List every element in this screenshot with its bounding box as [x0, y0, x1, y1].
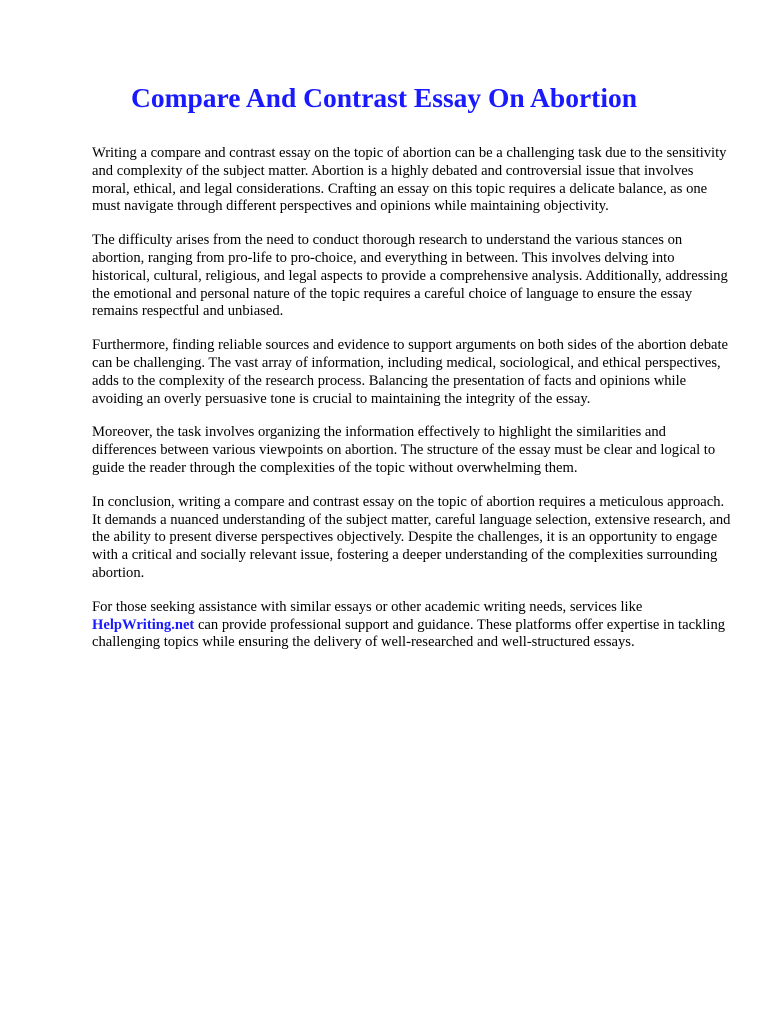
paragraph-6-rest: can provide professional support and guidance. These platforms offer expertise in tackling challenging topics while ensuring the delivery of well-researched and well-structured essays. [92, 616, 726, 651]
paragraph-6 [92, 599, 732, 652]
paragraph-6-intro: For those seeking assistance with similar essays or other academic writing needs, services like [92, 598, 643, 615]
essay-body [92, 145, 732, 668]
helpwriting-link[interactable]: HelpWriting.net [92, 616, 195, 633]
paragraph-4: Moreover, the task involves organizing the information effectively to highlight the similarities and differences between various viewpoints on abortion. The structure of the essay must be clear and logical to guide the reader through the complexities of the topic without overwhelming them. [92, 424, 716, 476]
page-title: Compare And Contrast Essay On Abortion [130, 82, 638, 113]
paragraph-1: Writing a compare and contrast essay on the topic of abortion can be a challenging task due to the sensitivity and complexity of the subject matter. Abortion is a highly debated and controversial issue that involves moral, ethical, and legal considerations. Crafting an essay on this topic requires a delicate balance, as one must navigate through different perspectives and opinions while maintaining objectivity. [92, 145, 727, 215]
paragraph-3: Furthermore, finding reliable sources and evidence to support arguments on both sides of the abortion debate can be challenging. The vast array of information, including medical, sociological, and ethical perspectives, adds to the complexity of the research process. Balancing the presentation of facts and opinions while avoiding an overly persuasive tone is crucial to maintaining the integrity of the essay. [92, 337, 729, 407]
paragraph-2: The difficulty arises from the need to conduct thorough research to understand the various stances on abortion, ranging from pro-life to pro-choice, and everything in between. This involves delving into historical, cultural, religious, and legal aspects to provide a comprehensive analysis. Additionally, addressing the emotional and personal nature of the topic requires a careful choice of language to ensure the essay remains respectful and unbiased. [92, 232, 728, 320]
paragraph-5: In conclusion, writing a compare and contrast essay on the topic of abortion requires a meticulous approach. It demands a nuanced understanding of the subject matter, careful language selection, extensive research, and the ability to present diverse perspectives objectively. Despite the challenges, it is an opportunity to engage with a critical and socially relevant issue, fostering a deeper understanding of the complexities surrounding abortion. [92, 493, 731, 581]
